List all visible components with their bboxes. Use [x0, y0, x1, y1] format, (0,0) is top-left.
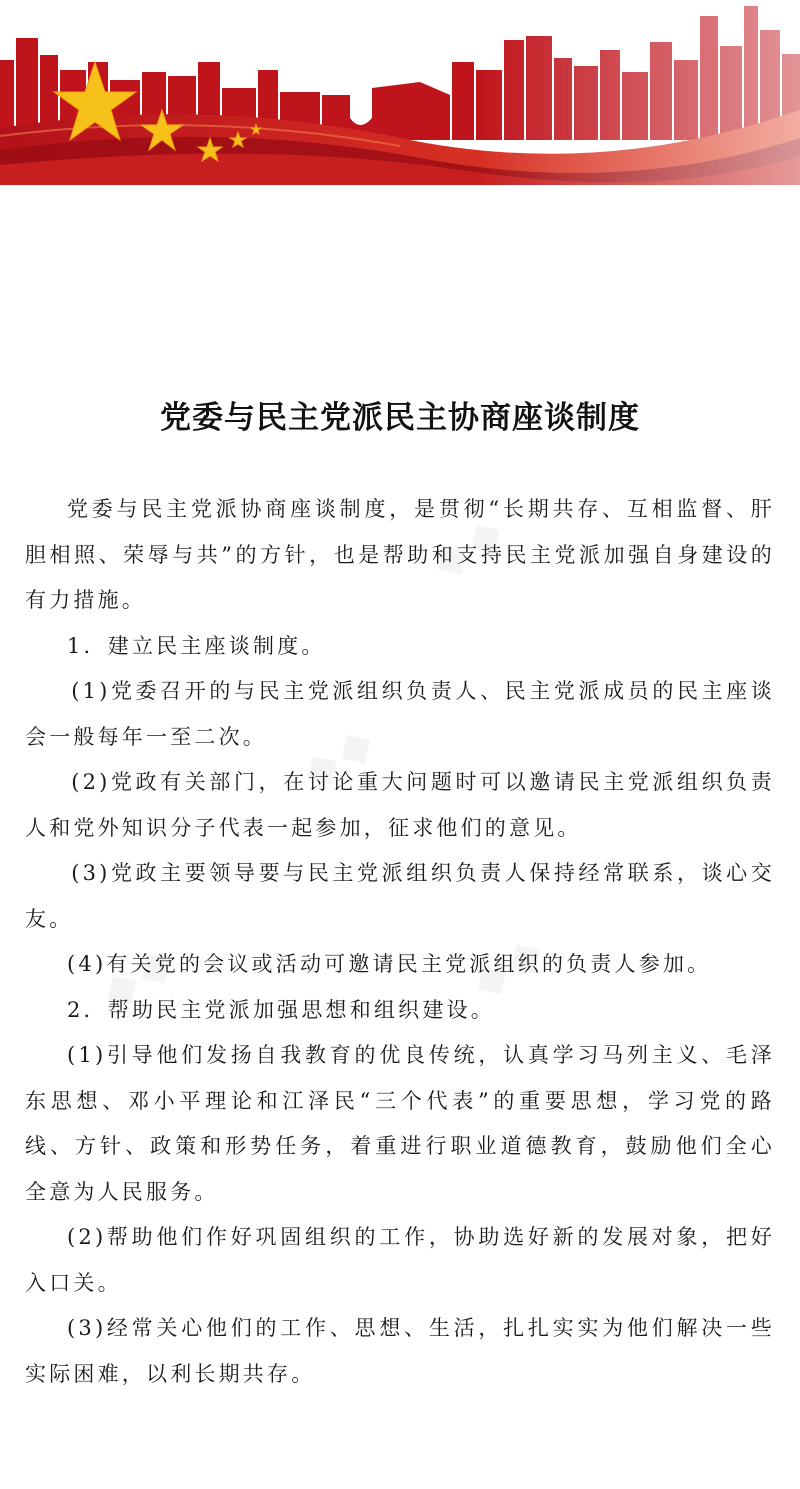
- paragraph-intro: 党委与民主党派协商座谈制度，是贯彻“长期共存、互相监督、肝胆相照、荣辱与共”的方针，也是帮助和支持民主党派加强自身建设的有力措施。: [25, 497, 775, 612]
- list-item: (3)党政主要领导要与民主党派组织负责人保持经常联系，谈心交友。: [25, 861, 775, 931]
- watermark: ◆◆: [92, 932, 188, 1019]
- list-item: (3)经常关心他们的工作、思想、生活，扎扎实实为他们解决一些实际困难，以利长期共存。: [25, 1316, 775, 1386]
- list-item: (1)引导他们发扬自我教育的优良传统，认真学习马列主义、毛泽东思想、邓小平理论和江泽民“三个代表”的重要思想，学习党的路线、方针、政策和形势任务，着重进行职业道德教育，鼓励他们全心全意为人民服务。: [25, 1043, 775, 1204]
- list-item: (1)党委召开的与民主党派组织负责人、民主党派成员的民主座谈会一般每年一至二次。: [25, 679, 775, 749]
- watermark: ◆◆: [422, 502, 518, 589]
- watermark: ◆◆: [462, 922, 558, 1009]
- section-heading-1: 1．建立民主座谈制度。: [67, 633, 326, 658]
- section-heading-2: 2．帮助民主党派加强思想和组织建设。: [67, 997, 495, 1022]
- list-item: (4)有关党的会议或活动可邀请民主党派组织的负责人参加。: [67, 952, 712, 976]
- list-item: (2)帮助他们作好巩固组织的工作，协助选好新的发展对象，把好入口关。: [25, 1225, 775, 1295]
- list-item: (2)党政有关部门，在讨论重大问题时可以邀请民主党派组织负责人和党外知识分子代表一起参加，征求他们的意见。: [25, 770, 775, 840]
- document-body: [25, 487, 775, 1397]
- watermark: ◆◆: [292, 712, 388, 799]
- header-banner: [0, 0, 800, 185]
- document-title: 党委与民主党派民主协商座谈制度: [160, 400, 640, 436]
